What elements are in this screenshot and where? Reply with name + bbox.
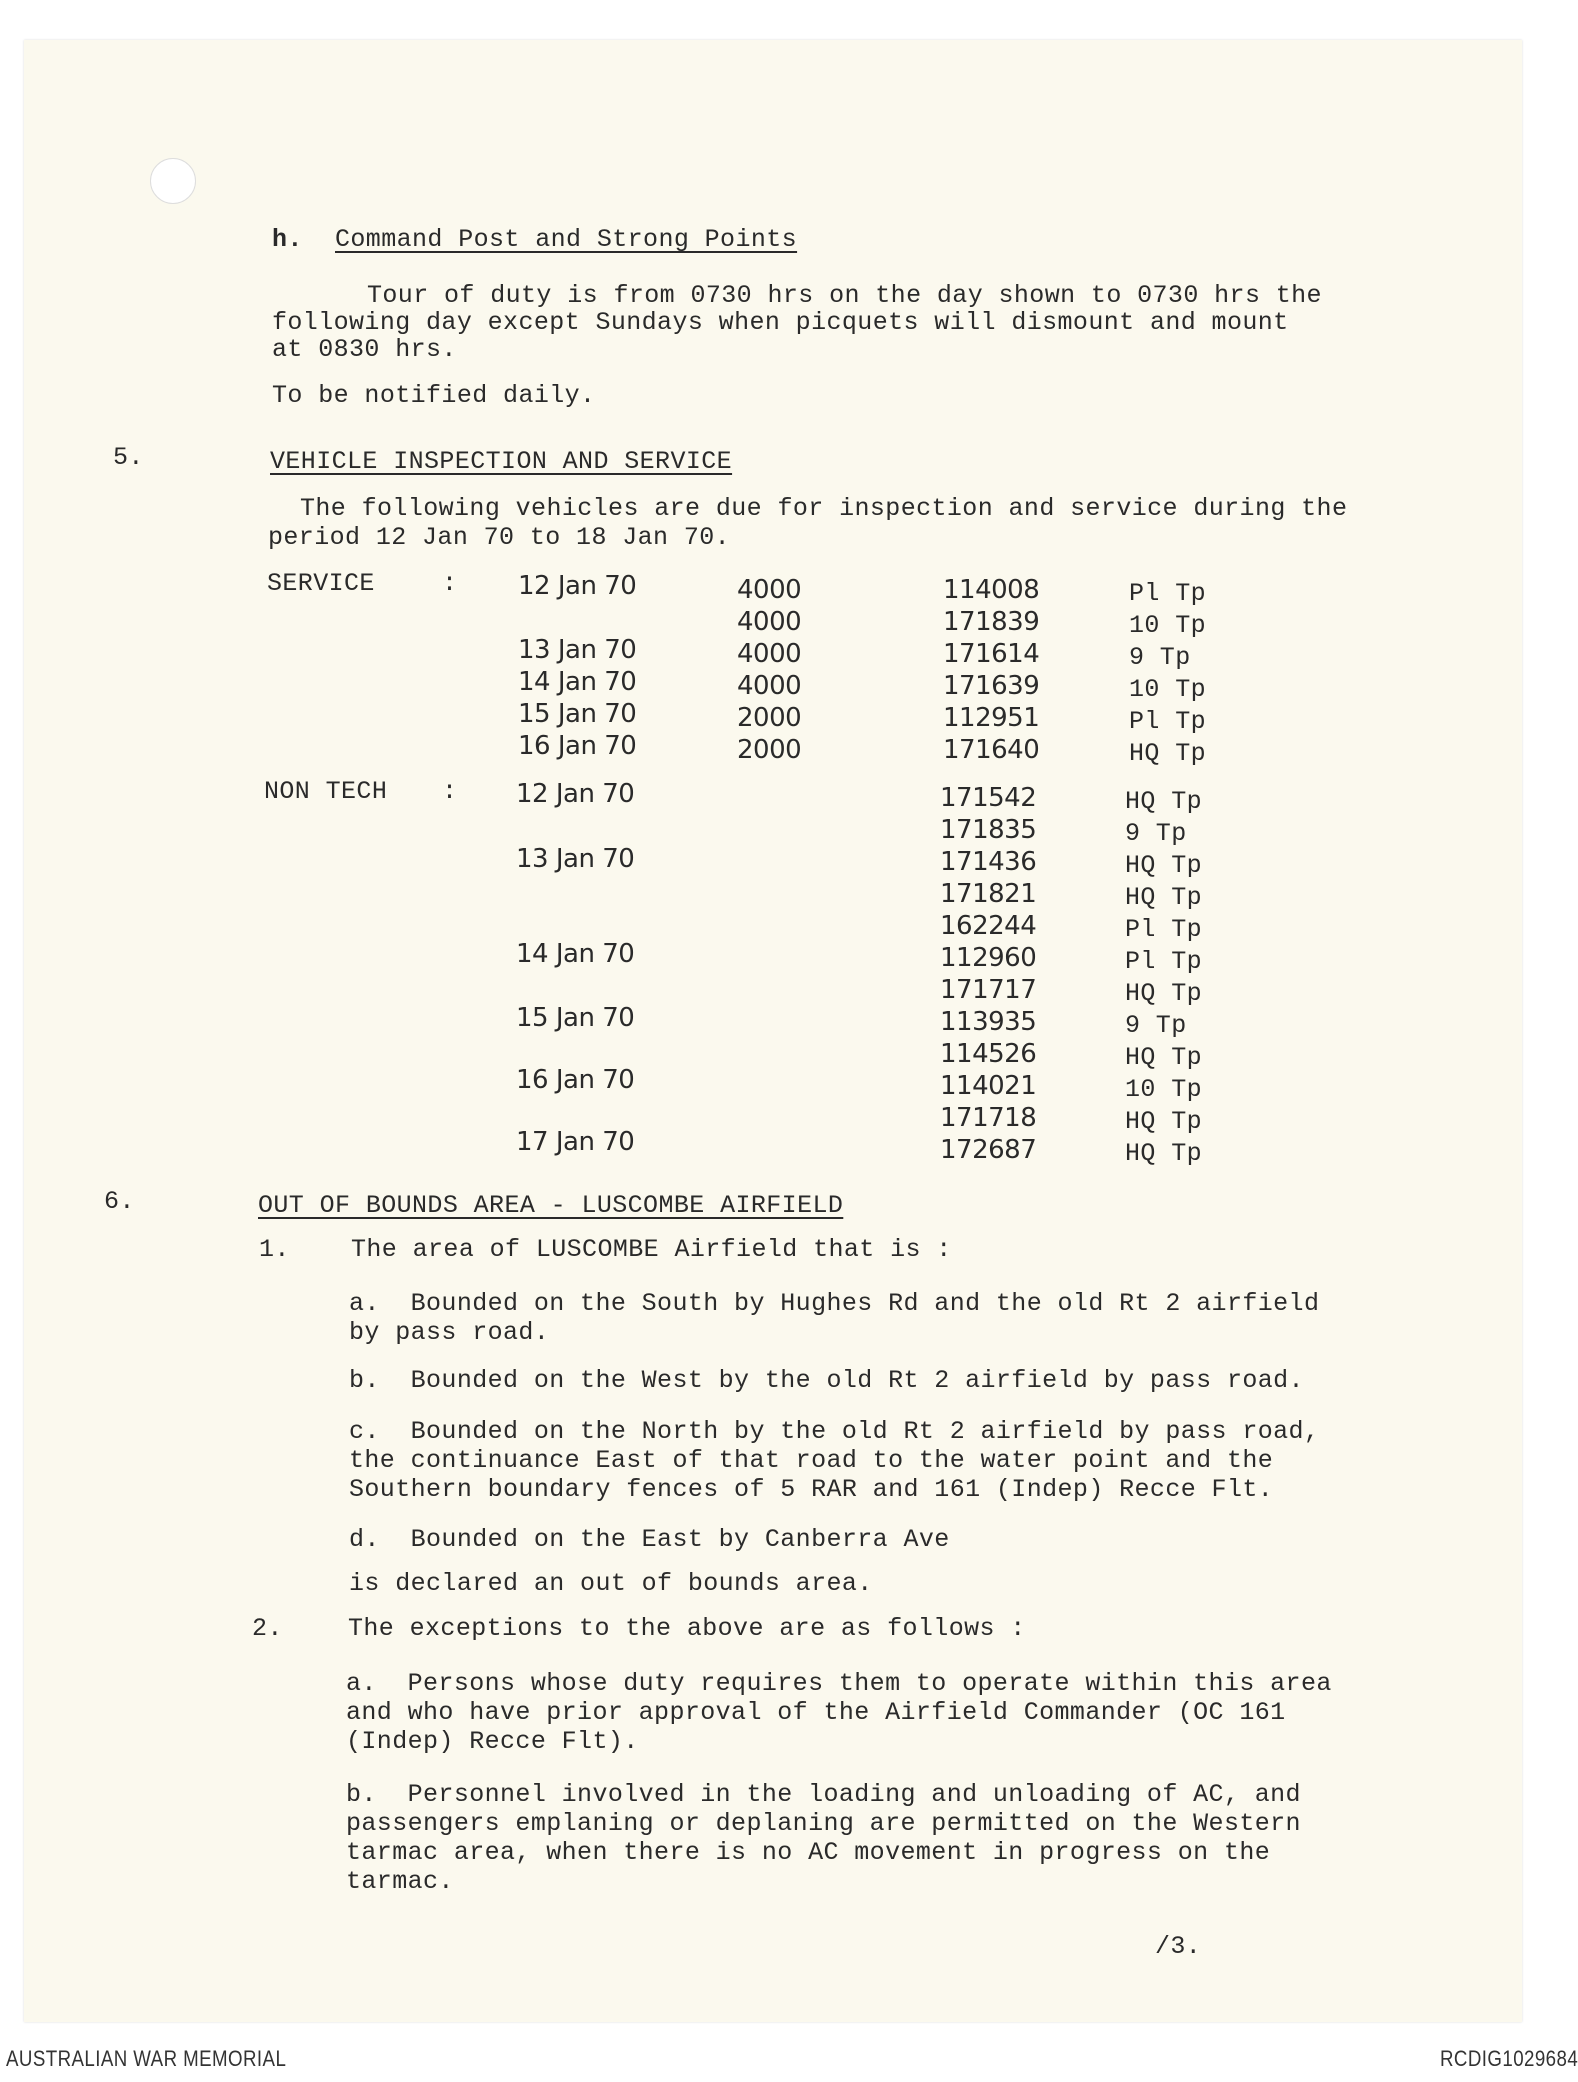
subparagraph-line: b. Personnel involved in the loading and unloading of AC, and	[346, 1780, 1301, 1809]
table-cell-unit: 10 Tp	[1125, 1075, 1203, 1104]
table-cell-unit: 10 Tp	[1129, 611, 1207, 640]
table-cell-vehicle: 113935	[940, 1007, 1037, 1037]
table-label-service: SERVICE	[267, 569, 375, 598]
punch-hole	[150, 158, 196, 204]
table-cell-unit: Pl Tp	[1129, 579, 1207, 608]
table-cell-date: 15 Jan 70	[516, 1003, 635, 1033]
table-cell-unit: HQ Tp	[1125, 1139, 1203, 1168]
table-cell-date: 14 Jan 70	[518, 667, 637, 697]
table-cell-km: 4000	[737, 671, 802, 701]
table-cell-unit: 9 Tp	[1125, 1011, 1187, 1040]
table-cell-unit: HQ Tp	[1125, 1043, 1203, 1072]
table-cell-km: 4000	[737, 607, 802, 637]
subparagraph-line: d. Bounded on the East by Canberra Ave	[349, 1525, 950, 1554]
table-cell-unit: HQ Tp	[1125, 979, 1203, 1008]
section-number: 5.	[113, 443, 144, 472]
subparagraph-line: (Indep) Recce Flt).	[346, 1727, 639, 1756]
subparagraph-line: a. Persons whose duty requires them to operate within this area	[346, 1669, 1332, 1698]
section-marker: h.	[272, 225, 303, 254]
section-number: 6.	[104, 1187, 135, 1216]
subparagraph-line: and who have prior approval of the Airfield Commander (OC 161	[346, 1698, 1286, 1727]
table-cell-vehicle: 171839	[943, 607, 1040, 637]
table-cell-date: 13 Jan 70	[516, 844, 635, 874]
table-cell-date: 16 Jan 70	[516, 1065, 635, 1095]
table-cell-unit: HQ Tp	[1125, 851, 1203, 880]
table-cell-vehicle: 171718	[940, 1103, 1037, 1133]
paragraph-line: Tour of duty is from 0730 hrs on the day shown to 0730 hrs the	[367, 281, 1322, 310]
subparagraph-line: passengers emplaning or deplaning are permitted on the Western	[346, 1809, 1301, 1838]
table-cell-unit: HQ Tp	[1125, 787, 1203, 816]
table-cell-vehicle: 171639	[943, 671, 1040, 701]
table-cell-vehicle: 114021	[940, 1071, 1037, 1101]
section-heading: VEHICLE INSPECTION AND SERVICE	[270, 447, 733, 476]
table-cell-km: 4000	[737, 575, 802, 605]
table-cell-km: 4000	[737, 639, 802, 669]
table-cell-unit: 10 Tp	[1129, 675, 1207, 704]
table-cell-unit: Pl Tp	[1129, 707, 1207, 736]
section-heading: OUT OF BOUNDS AREA - LUSCOMBE AIRFIELD	[258, 1191, 844, 1220]
table-label-non-tech: NON TECH	[264, 777, 388, 806]
paragraph-line: at 0830 hrs.	[272, 335, 457, 364]
table-cell-vehicle: 114008	[943, 575, 1040, 605]
table-cell-unit: HQ Tp	[1125, 1107, 1203, 1136]
table-cell-vehicle: 171717	[940, 975, 1037, 1005]
paragraph-number: 2.	[252, 1614, 283, 1643]
table-cell-date: 12 Jan 70	[516, 779, 635, 809]
table-cell-vehicle: 171542	[940, 783, 1037, 813]
subparagraph-line: by pass road.	[349, 1318, 550, 1347]
table-cell-unit: HQ Tp	[1129, 739, 1207, 768]
table-cell-vehicle: 172687	[940, 1135, 1037, 1165]
subparagraph-line: Southern boundary fences of 5 RAR and 161 (Indep) Recce Flt.	[349, 1475, 1274, 1504]
paragraph-number: 1.	[259, 1235, 290, 1264]
paragraph-line: The following vehicles are due for inspection and service during the	[300, 494, 1348, 523]
table-cell-vehicle: 171821	[940, 879, 1037, 909]
table-cell-unit: 9 Tp	[1125, 819, 1187, 848]
subparagraph-line: b. Bounded on the West by the old Rt 2 airfield by pass road.	[349, 1366, 1304, 1395]
table-cell-vehicle: 112960	[940, 943, 1037, 973]
table-cell-vehicle: 171835	[940, 815, 1037, 845]
paragraph-line: The exceptions to the above are as follows :	[348, 1614, 1026, 1643]
table-cell-date: 17 Jan 70	[516, 1127, 635, 1157]
table-cell-km: 2000	[737, 703, 802, 733]
table-cell-date: 15 Jan 70	[518, 699, 637, 729]
subparagraph-line: tarmac area, when there is no AC movement in progress on the	[346, 1838, 1271, 1867]
table-cell-vehicle: 171614	[943, 639, 1040, 669]
table-cell-vehicle: 112951	[943, 703, 1040, 733]
section-heading: Command Post and Strong Points	[335, 225, 798, 254]
table-colon: :	[442, 569, 458, 598]
table-cell-date: 13 Jan 70	[518, 635, 637, 665]
table-cell-date: 16 Jan 70	[518, 731, 637, 761]
note-text: To be notified daily.	[272, 381, 596, 410]
table-cell-unit: Pl Tp	[1125, 947, 1203, 976]
table-cell-vehicle: 162244	[940, 911, 1037, 941]
footer-archive-name: AUSTRALIAN WAR MEMORIAL	[6, 2046, 287, 2071]
table-cell-unit: 9 Tp	[1129, 643, 1191, 672]
paragraph-line: period 12 Jan 70 to 18 Jan 70.	[268, 523, 731, 552]
table-cell-unit: HQ Tp	[1125, 883, 1203, 912]
table-colon: :	[442, 777, 458, 806]
table-cell-unit: Pl Tp	[1125, 915, 1203, 944]
table-cell-date: 12 Jan 70	[518, 571, 637, 601]
table-cell-vehicle: 114526	[940, 1039, 1037, 1069]
table-cell-vehicle: 171436	[940, 847, 1037, 877]
table-cell-km: 2000	[737, 735, 802, 765]
paragraph-line: is declared an out of bounds area.	[349, 1569, 873, 1598]
table-cell-date: 14 Jan 70	[516, 939, 635, 969]
subparagraph-line: tarmac.	[346, 1867, 454, 1896]
subparagraph-line: c. Bounded on the North by the old Rt 2 airfield by pass road,	[349, 1417, 1320, 1446]
subparagraph-line: a. Bounded on the South by Hughes Rd and the old Rt 2 airfield	[349, 1289, 1320, 1318]
subparagraph-line: the continuance East of that road to the water point and the	[349, 1446, 1274, 1475]
table-cell-vehicle: 171640	[943, 735, 1040, 765]
paragraph-line: following day except Sundays when picquets will dismount and mount	[272, 308, 1289, 337]
page-continuation: /3.	[1155, 1932, 1202, 1961]
footer-record-id: RCDIG1029684	[1440, 2046, 1578, 2071]
paragraph-line: The area of LUSCOMBE Airfield that is :	[351, 1235, 952, 1264]
